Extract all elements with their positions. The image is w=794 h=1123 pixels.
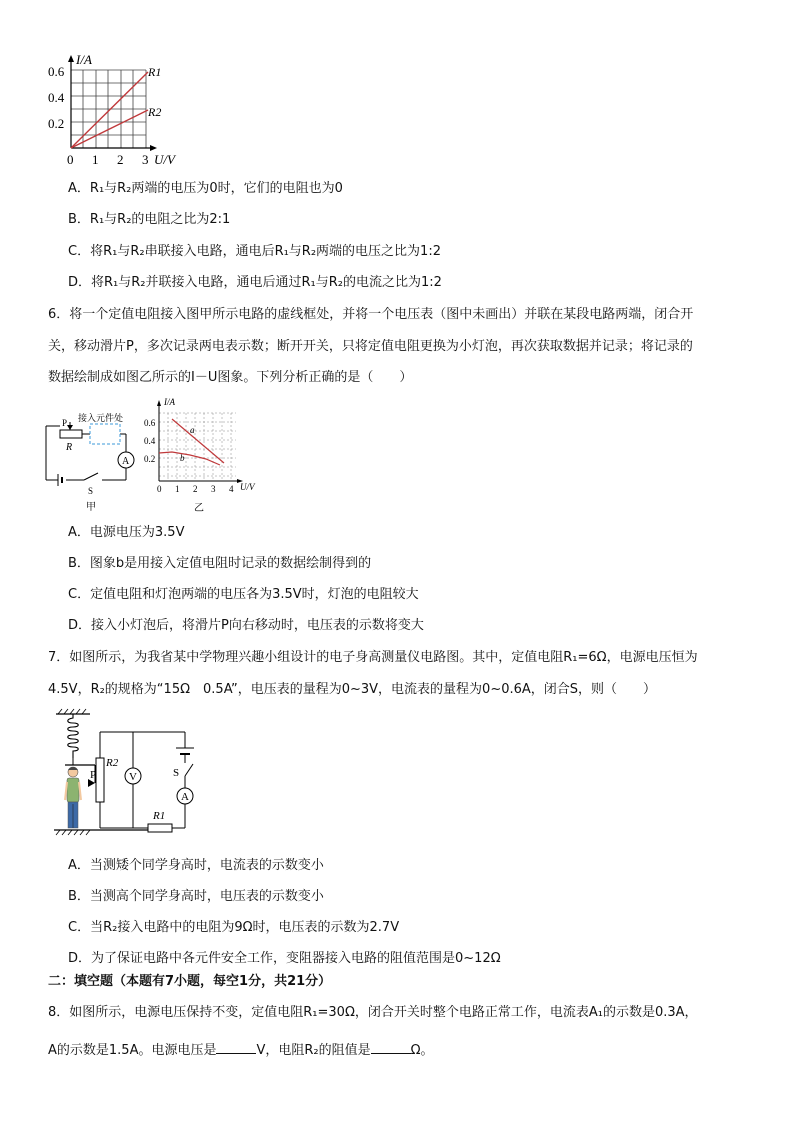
option-text: 为了保证电路中各元件安全工作，变阻器接入电路的阻值范围是0~12Ω <box>91 951 501 966</box>
x-axis-arrow <box>150 145 157 151</box>
q5-option-a <box>68 181 343 197</box>
p-label: P <box>62 418 68 428</box>
r1-label: R1 <box>153 810 166 822</box>
q7-option-d <box>68 951 501 967</box>
option-text: 接入小灯泡后，将滑片P向右移动时，电压表的示数将变大 <box>91 618 424 633</box>
line-b-label: b <box>180 453 185 463</box>
resistor-r1 <box>148 824 172 832</box>
q6-stem-line: 关，移动滑片P，多次记录两电表示数；断开开关，只将定值电阻更换为小灯泡，再次获取数据并记录；将记录的 <box>48 339 693 354</box>
rheostat-r <box>60 430 82 438</box>
spring <box>68 714 79 758</box>
student-figure <box>65 767 81 828</box>
option-text: 将R₁与R₂串联接入电路，通电后R₁与R₂两端的电压之比为1:2 <box>90 244 441 259</box>
option-letter: C． <box>68 587 91 602</box>
y-axis-label: I/A <box>164 397 175 407</box>
x-tick: 2 <box>193 484 198 494</box>
option-text: 图象b是用接入定值电阻时记录的数据绘制得到的 <box>89 556 372 571</box>
x-tick: 1 <box>175 484 180 494</box>
q8-text-part: V，电阻R₂的阻值是 <box>256 1043 371 1058</box>
x-tick: 3 <box>142 152 149 167</box>
r2-line <box>71 110 148 148</box>
option-text: 当R₂接入电路中的电阻为9Ω时，电压表的示数为2.7V <box>90 920 400 935</box>
q7-option-b <box>68 889 324 905</box>
option-letter: D． <box>68 275 92 290</box>
q8-text-part: A的示数是1.5A。电源电压是 <box>48 1043 217 1058</box>
caption-jia: 甲 <box>86 502 96 513</box>
y-axis-arrow <box>68 55 74 62</box>
y-axis-arrow <box>157 400 161 406</box>
option-letter: B． <box>68 889 90 904</box>
q7-option-a <box>68 858 324 874</box>
caption-yi: 乙 <box>194 503 204 514</box>
option-text: R₁与R₂两端的电压为0时，它们的电阻也为0 <box>89 181 343 196</box>
iu-graph-q5 <box>40 52 200 170</box>
r2-label: R2 <box>106 757 119 769</box>
q6-option-a <box>68 525 184 541</box>
answer-blank-voltage[interactable] <box>216 1041 256 1054</box>
option-letter: A． <box>68 525 90 540</box>
option-letter: A． <box>68 181 90 196</box>
x-tick: 3 <box>211 484 216 494</box>
answer-blank-resistance[interactable] <box>371 1041 411 1054</box>
switch-label: S <box>88 486 94 496</box>
option-text: R₁与R₂的电阻之比为2:1 <box>89 212 231 227</box>
y-axis-label: I/A <box>76 52 92 67</box>
y-tick: 0.2 <box>48 116 65 131</box>
y-tick: 0.6 <box>144 418 156 428</box>
p-label: P <box>90 769 97 781</box>
q8-text-part: Ω。 <box>410 1043 434 1058</box>
option-letter: A． <box>68 858 90 873</box>
box-label: 接入元件处 <box>78 413 124 423</box>
q6-option-d <box>68 618 424 634</box>
x-axis-label: U/V <box>240 482 255 492</box>
q7-stem-line: 7．如图所示，为我省某中学物理兴趣小组设计的电子身高测量仪电路图。其中，定值电阻R₁=6Ω，电源电压恒为 <box>48 650 698 665</box>
floor-hatch <box>56 830 90 835</box>
rheostat-r2 <box>96 758 104 802</box>
x-tick: 0 <box>67 152 74 167</box>
option-letter: D． <box>68 951 92 966</box>
y-tick: 0.2 <box>144 454 156 464</box>
option-text: 当测高个同学身高时，电压表的示数变小 <box>89 889 324 904</box>
ammeter-label: A <box>122 456 130 467</box>
option-letter: C． <box>68 244 91 259</box>
x-tick: 1 <box>92 152 99 167</box>
line-a-label: a <box>190 425 195 435</box>
option-text: 将R₁与R₂并联接入电路，通电后通过R₁与R₂的电流之比为1:2 <box>91 275 442 290</box>
y-tick: 0.6 <box>48 64 65 79</box>
r2-label: R2 <box>148 105 162 119</box>
option-letter: B． <box>68 556 90 571</box>
q6-stem-line: 6．将一个定值电阻接入图甲所示电路的虚线框处，并将一个电压表（图中未画出）并联在某段电路两端，闭合开 <box>48 307 694 322</box>
x-tick: 2 <box>117 152 124 167</box>
section-heading: 二：填空题（本题有7小题，每空1分，共21分） <box>48 974 332 989</box>
circuit-diagram-jia <box>40 410 150 515</box>
q5-option-c <box>68 244 441 260</box>
option-letter: B． <box>68 212 90 227</box>
r1-label: R1 <box>148 65 162 79</box>
q5-option-b <box>68 212 230 228</box>
q8-stem-line-2 <box>48 1041 434 1059</box>
q6-option-c <box>68 587 419 603</box>
option-letter: D． <box>68 618 92 633</box>
height-meter-circuit <box>50 708 210 843</box>
switch-label: S <box>173 767 180 779</box>
x-tick: 0 <box>157 484 162 494</box>
q6-option-b <box>68 556 371 572</box>
q6-stem-line: 数据绘制成如图乙所示的I－U图象。下列分析正确的是（ ） <box>48 370 413 385</box>
q8-stem-line: 8．如图所示，电源电压保持不变，定值电阻R₁=30Ω，闭合开关时整个电路正常工作，电流表A₁的示数是0.3A， <box>48 1005 698 1020</box>
x-tick: 4 <box>229 484 234 494</box>
q5-option-d <box>68 275 442 291</box>
voltmeter-label: V <box>129 771 137 783</box>
x-axis-label: U/V <box>154 152 175 167</box>
ammeter-label: A <box>181 791 189 803</box>
r-label: R <box>66 442 73 453</box>
r1-line <box>71 72 148 148</box>
iu-graph-yi <box>142 393 267 515</box>
y-tick: 0.4 <box>144 436 156 446</box>
y-tick: 0.4 <box>48 90 65 105</box>
ceiling-hatch <box>58 709 86 714</box>
component-box <box>90 424 120 444</box>
option-text: 电源电压为3.5V <box>89 525 185 540</box>
option-text: 定值电阻和灯泡两端的电压各为3.5V时，灯泡的电阻较大 <box>90 587 419 602</box>
q7-option-c <box>68 920 399 936</box>
option-text: 当测矮个同学身高时，电流表的示数变小 <box>89 858 324 873</box>
q7-stem-line: 4.5V，R₂的规格为“15Ω 0.5A”，电压表的量程为0~3V，电流表的量程为0~0.6A，闭合S，则（ ） <box>48 682 657 697</box>
option-letter: C． <box>68 920 91 935</box>
